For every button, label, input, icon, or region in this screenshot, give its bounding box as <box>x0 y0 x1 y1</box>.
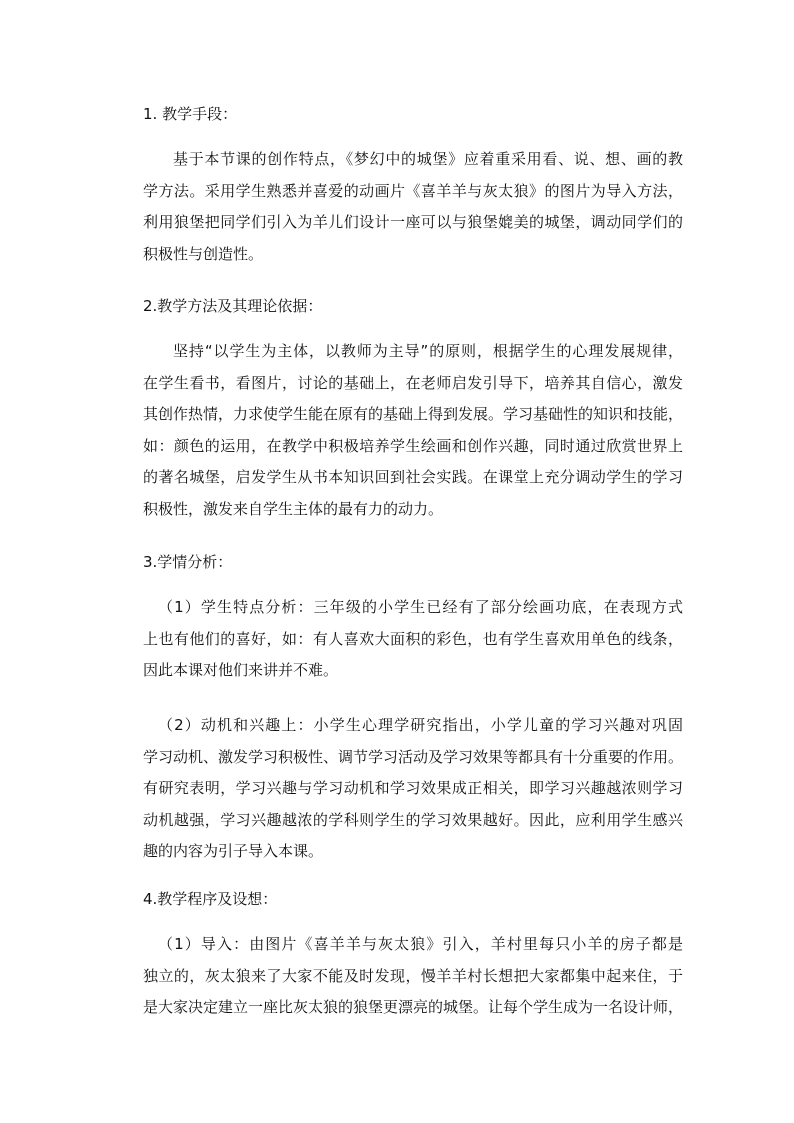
paragraph-teaching-means <box>143 144 683 270</box>
text-line: （1）学生特点分析：三年级的小学生已经有了部分绘画功底，在表现方式 <box>158 598 683 616</box>
paragraph-teaching-methods <box>143 336 683 525</box>
text-line: 基于本节课的创作特点，《梦幻中的城堡》应着重采用看、说、想、画的教 <box>173 150 683 168</box>
text-line: 趣的内容为引子导入本课。 <box>143 842 324 860</box>
section-heading-teaching-means: 1. 教学手段： <box>143 105 238 123</box>
section-heading-teaching-procedure: 4.教学程序及设想： <box>143 890 278 908</box>
text-line: 如：颜色的运用，在教学中积极培养学生绘画和创作兴趣，同时通过欣赏世界上 <box>143 436 683 455</box>
section-heading-teaching-methods: 2.教学方法及其理论依据： <box>143 297 323 315</box>
section-heading-learner-analysis: 3.学情分析： <box>143 553 233 571</box>
text-line: 有研究表明，学习兴趣与学习动机和学习效果成正相关，即学习兴趣越浓则学习 <box>143 779 683 797</box>
text-line: 积极性，激发来自学生主体的最有力的动力。 <box>143 499 444 518</box>
text-line: （1）导入：由图片《喜羊羊与灰太狼》引入，羊村里每只小羊的房子都是 <box>158 935 683 953</box>
paragraph-introduction <box>143 929 683 1024</box>
text-line: 的著名城堡，启发学生从书本知识回到社会实践。在课堂上充分调动学生的学习 <box>143 468 683 486</box>
text-line: 动机越强，学习兴趣越浓的学科则学生的学习效果越好。因此，应利用学生感兴 <box>143 810 683 829</box>
text-line: （2）动机和兴趣上：小学生心理学研究指出，小学儿童的学习兴趣对巩固 <box>158 716 683 734</box>
text-line: 坚持“以学生为主体，以教师为主导”的原则，根据学生的心理发展规律， <box>173 342 683 360</box>
text-line: 在学生看书，看图片，讨论的基础上，在老师启发引导下，培养其自信心，激发 <box>143 373 683 392</box>
text-line: 其创作热情，力求使学生能在原有的基础上得到发展。学习基础性的知识和技能， <box>143 405 684 423</box>
text-line: 独立的，灰太狼来了大家不能及时发现，慢羊羊村长想把大家都集中起来住，于 <box>143 966 683 985</box>
text-line: 是大家决定建立一座比灰太狼的狼堡更漂亮的城堡。让每个学生成为一名设计师， <box>143 998 684 1016</box>
text-line: 学方法。采用学生熟悉并喜爱的动画片《喜羊羊与灰太狼》的图片为导入方法， <box>143 181 683 200</box>
paragraph-student-traits <box>143 592 683 687</box>
paragraph-motivation-interest <box>143 710 683 868</box>
text-line: 积极性与创造性。 <box>143 244 264 263</box>
text-line: 上也有他们的喜好，如：有人喜欢大面积的彩色，也有学生喜欢用单色的线条， <box>143 629 683 648</box>
text-line: 因此本课对他们来讲并不难。 <box>143 661 339 679</box>
text-line: 学习动机、激发学习积极性、调节学习活动及学习效果等都具有十分重要的作用。 <box>143 747 684 766</box>
text-line: 利用狼堡把同学们引入为羊儿们设计一座可以与狼堡媲美的城堡，调动同学们的 <box>143 213 683 231</box>
